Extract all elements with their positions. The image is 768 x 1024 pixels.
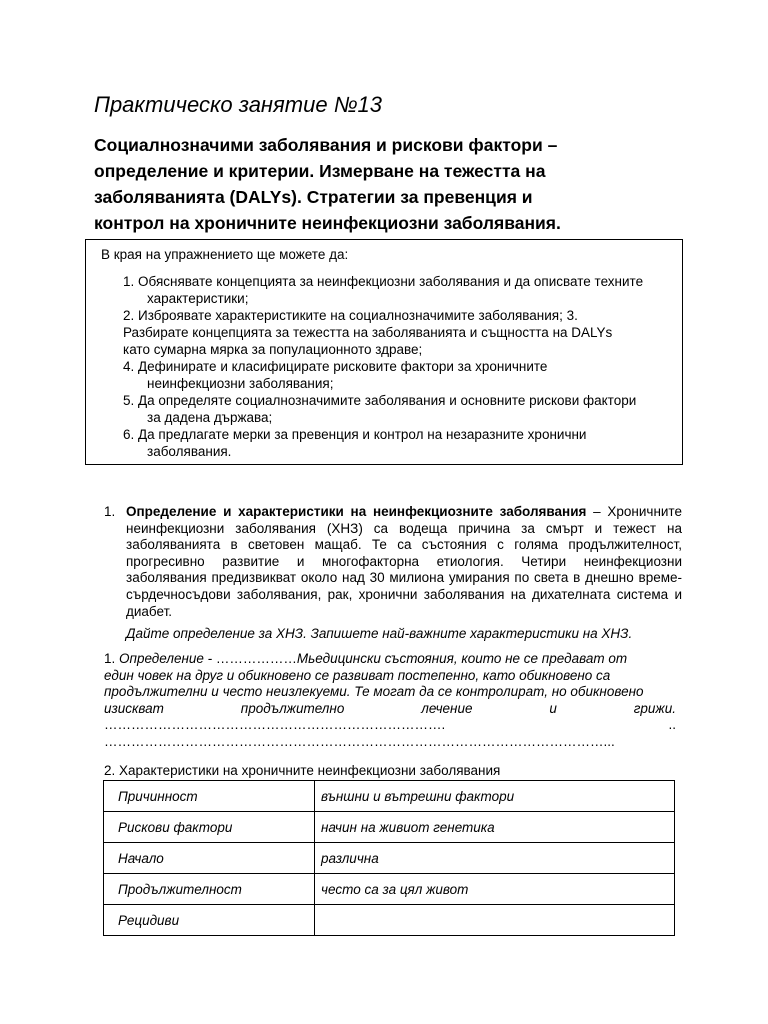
definition-dots-line: …………………………………………………………………………………………………...	[104, 733, 615, 749]
objective-line: 2. Изброявате характеристиките на социалнозначимите заболявания; 3.	[123, 308, 578, 323]
section-1	[104, 504, 682, 620]
objective-line: характеристики;	[147, 291, 249, 306]
section-paragraph: Хроничните неинфекциозни заболявания (ХНЗ) са водеща причина за смърт и тежест на заболяванията в световен мащаб. Те са състояния с голяма продължителност, прогресивно развитие и многофакторна етиология. Четири неинфекциозни заболявания предизвикват около над 30 милиона умирания по света в днешно време- сърдечносъдови заболявания, рак, хронични заболявания на дихателната система и диабет.	[126, 504, 682, 619]
characteristics-title-text: 2. Характеристики на хроничните неинфекциозни заболявания	[104, 763, 501, 778]
section-heading: Определение и характеристики на неинфекциозните заболявания	[126, 504, 587, 519]
definition-text: продължителни и често неизлекуеми. Те могат да се контролират, но обикновено	[104, 684, 644, 700]
definition-word: грижи.	[633, 700, 676, 716]
table-row	[104, 781, 675, 812]
topic-heading-line: заболяванията (DALYs). Стратегии за превенция и	[94, 187, 533, 207]
definition-word: лечение	[421, 700, 473, 716]
table-row	[104, 874, 675, 905]
characteristics-table	[103, 780, 675, 936]
table-cell-value[interactable]: външни и вътрешни фактори	[315, 781, 675, 812]
dots-fill: ..	[668, 717, 676, 733]
definition-word: продължително	[240, 700, 345, 716]
table-cell-label: Причинност	[104, 781, 315, 812]
definition-text: един човек на друг и обикновено се развиват постепенно, като обикновено са	[104, 667, 611, 683]
topic-heading	[94, 132, 704, 236]
section-1-body	[126, 504, 682, 620]
task-instruction: Дайте определение за ХНЗ. Запишете най-важните характеристики на ХНЗ.	[126, 626, 633, 641]
table-row	[104, 812, 675, 843]
objective-line: заболявания.	[147, 444, 232, 459]
section-dash: –	[593, 504, 601, 519]
objective-line: за дадена държава;	[147, 410, 273, 425]
table-cell-value[interactable]: начин на живиот генетика	[315, 812, 675, 843]
definition-justified-line	[104, 701, 676, 718]
definition-word: и	[549, 700, 557, 716]
objectives-intro: В края на упражнението ще можете да:	[101, 247, 349, 262]
objective-line: 4. Дефинирате и класифицирате рисковите фактори за хроничните	[123, 359, 548, 374]
definition-dots: ………………	[215, 651, 297, 666]
topic-heading-line: контрол на хроничните неинфекциозни заболявания.	[94, 213, 561, 233]
table-cell-label: Начало	[104, 843, 315, 874]
objective-line: Разбирате концепцията за тежестта на заболяванията и същността на DALYs	[123, 325, 613, 340]
table-cell-label: Продължителност	[104, 874, 315, 905]
characteristics-title	[104, 763, 500, 778]
table-row	[104, 843, 675, 874]
section-number: 1.	[104, 504, 116, 519]
definition-line	[104, 651, 676, 668]
objective-line: 6. Да предлагате мерки за превенция и контрол на незаразните хронични	[123, 427, 587, 442]
table-row	[104, 905, 675, 936]
definition-number: 1.	[104, 651, 120, 666]
topic-heading-line: Социалнозначими заболявания и рискови фактори –	[94, 135, 558, 155]
definition-answer	[104, 651, 676, 751]
topic-heading-line: определение и критерии. Измерване на тежестта на	[94, 161, 546, 181]
definition-label: Определение -	[119, 651, 216, 666]
definition-word: изискват	[104, 700, 164, 716]
dots-fill: ………………………………………………………………….	[104, 717, 446, 733]
table-cell-value[interactable]: често са за цял живот	[315, 874, 675, 905]
definition-text: Мьедицински състояния, които не се предават от	[296, 651, 628, 666]
table-cell-value[interactable]	[315, 905, 675, 936]
objective-line: 5. Да определяте социалнозначимите заболявания и основните рискови фактори	[123, 393, 637, 408]
table-cell-label: Рецидиви	[104, 905, 315, 936]
objective-line: 1. Обяснявате концепцията за неинфекциозни заболявания и да описвате техните	[123, 274, 644, 289]
table-cell-label: Рискови фактори	[104, 812, 315, 843]
objective-line: като сумарна мярка за популационното здраве;	[123, 342, 423, 357]
objective-line: неинфекциозни заболявания;	[147, 376, 334, 391]
definition-dots-line	[104, 717, 676, 734]
table-cell-value[interactable]: различна	[315, 843, 675, 874]
page-title: Практическо занятие №13	[94, 92, 382, 117]
